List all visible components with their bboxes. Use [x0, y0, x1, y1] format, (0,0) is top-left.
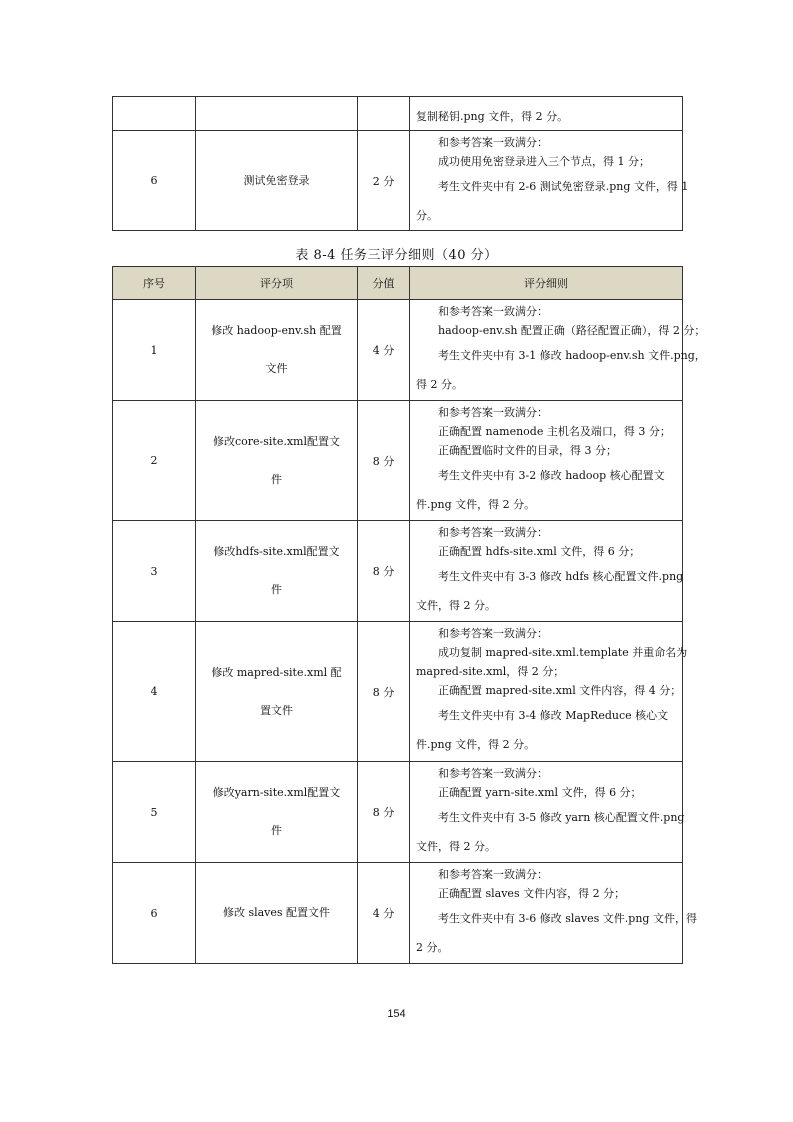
row-item — [196, 97, 358, 131]
row-score: 8 分 — [358, 521, 410, 622]
row-score: 2 分 — [358, 131, 410, 231]
table-row — [113, 401, 683, 521]
detail-line: 得 2 分。 — [416, 378, 463, 391]
table-row — [113, 300, 683, 401]
row-item: 测试免密登录 — [196, 131, 358, 231]
row-score: 4 分 — [358, 300, 410, 401]
row-details — [410, 863, 697, 964]
row-number: 5 — [113, 762, 196, 863]
row-details — [410, 300, 706, 401]
header-details: 评分细则 — [410, 267, 683, 300]
row-number: 2 — [113, 401, 196, 521]
row-item: 修改 mapred-site.xml 配置文件 — [196, 622, 358, 762]
table-row — [113, 131, 683, 231]
detail-line: 考生文件夹中有 3-1 修改 hadoop-env.sh 文件.png， — [438, 349, 706, 362]
detail-line: 考生文件夹中有 3-4 修改 MapReduce 核心文 — [438, 709, 669, 722]
table-header-row — [113, 267, 683, 300]
page-number: 154 — [387, 1008, 406, 1020]
detail-line: 和参考答案一致满分： — [438, 627, 548, 640]
detail-line: 考生文件夹中有 3-3 修改 hdfs 核心配置文件.png — [438, 570, 684, 583]
detail-line: 考生文件夹中有 3-6 修改 slaves 文件.png 文件，得 — [438, 912, 697, 925]
table-row — [113, 762, 683, 863]
table-caption: 表 8-4 任务三评分细则（40 分） — [295, 248, 498, 263]
row-item: 修改core-site.xml配置文件 — [196, 401, 358, 521]
detail-line: 文件，得 2 分。 — [416, 599, 496, 612]
detail-line: 正确配置 namenode 主机名及端口，得 3 分； — [438, 425, 671, 438]
table-row — [113, 521, 683, 622]
detail-line: 正确配置 slaves 文件内容，得 2 分； — [438, 887, 626, 900]
detail-line: 和参考答案一致满分： — [438, 868, 548, 881]
detail-line: 件.png 文件，得 2 分。 — [416, 738, 536, 751]
row-score: 4 分 — [358, 863, 410, 964]
table-row — [113, 863, 683, 964]
detail-line: 2 分。 — [416, 941, 449, 954]
detail-line: 正确配置 yarn-site.xml 文件，得 6 分； — [438, 786, 642, 799]
row-item: 修改hdfs-site.xml配置文件 — [196, 521, 358, 622]
detail-line: 分。 — [416, 209, 438, 222]
row-details — [410, 622, 688, 762]
detail-line: mapred-site.xml，得 2 分； — [416, 665, 565, 678]
row-score: 8 分 — [358, 762, 410, 863]
detail-line: 复制秘钥.png 文件，得 2 分。 — [416, 110, 569, 123]
scoring-table — [112, 266, 706, 964]
row-number: 4 — [113, 622, 196, 762]
row-item: 修改 hadoop-env.sh 配置文件 — [196, 300, 358, 401]
header-score: 分值 — [358, 267, 410, 300]
table-row — [113, 622, 683, 762]
detail-line: 文件，得 2 分。 — [416, 840, 496, 853]
header-number: 序号 — [113, 267, 196, 300]
row-details — [410, 97, 683, 131]
detail-line: 考生文件夹中有 2-6 测试免密登录.png 文件，得 1 — [438, 180, 689, 193]
detail-line: 考生文件夹中有 3-5 修改 yarn 核心配置文件.png — [438, 811, 685, 824]
table-row — [113, 97, 683, 131]
row-details — [410, 521, 683, 622]
detail-line: 和参考答案一致满分： — [438, 136, 548, 149]
detail-line: 和参考答案一致满分： — [438, 526, 548, 539]
detail-line: 和参考答案一致满分： — [438, 305, 548, 318]
row-number: 6 — [113, 863, 196, 964]
row-details — [410, 762, 683, 863]
row-details — [410, 401, 683, 521]
row-number: 3 — [113, 521, 196, 622]
detail-line: 成功使用免密登录进入三个节点，得 1 分； — [438, 155, 650, 168]
header-item: 评分项 — [196, 267, 358, 300]
row-details — [410, 131, 689, 231]
detail-line: 件.png 文件，得 2 分。 — [416, 498, 536, 511]
detail-line: hadoop-env.sh 配置正确（路径配置正确），得 2 分； — [438, 324, 706, 337]
previous-table — [112, 96, 689, 231]
detail-line: 考生文件夹中有 3-2 修改 hadoop 核心配置文 — [438, 469, 665, 482]
row-score — [358, 97, 410, 131]
row-item: 修改yarn-site.xml配置文件 — [196, 762, 358, 863]
row-number: 1 — [113, 300, 196, 401]
detail-line: 和参考答案一致满分： — [438, 767, 548, 780]
detail-line: 正确配置 hdfs-site.xml 文件，得 6 分； — [438, 545, 641, 558]
row-number — [113, 97, 196, 131]
row-score: 8 分 — [358, 401, 410, 521]
detail-line: 成功复制 mapred-site.xml.template 并重命名为 — [438, 646, 688, 659]
row-score: 8 分 — [358, 622, 410, 762]
row-item: 修改 slaves 配置文件 — [196, 863, 358, 964]
detail-line: 正确配置 mapred-site.xml 文件内容，得 4 分； — [438, 684, 682, 697]
row-number: 6 — [113, 131, 196, 231]
detail-line: 正确配置临时文件的目录，得 3 分； — [438, 444, 617, 457]
detail-line: 和参考答案一致满分： — [438, 406, 548, 419]
